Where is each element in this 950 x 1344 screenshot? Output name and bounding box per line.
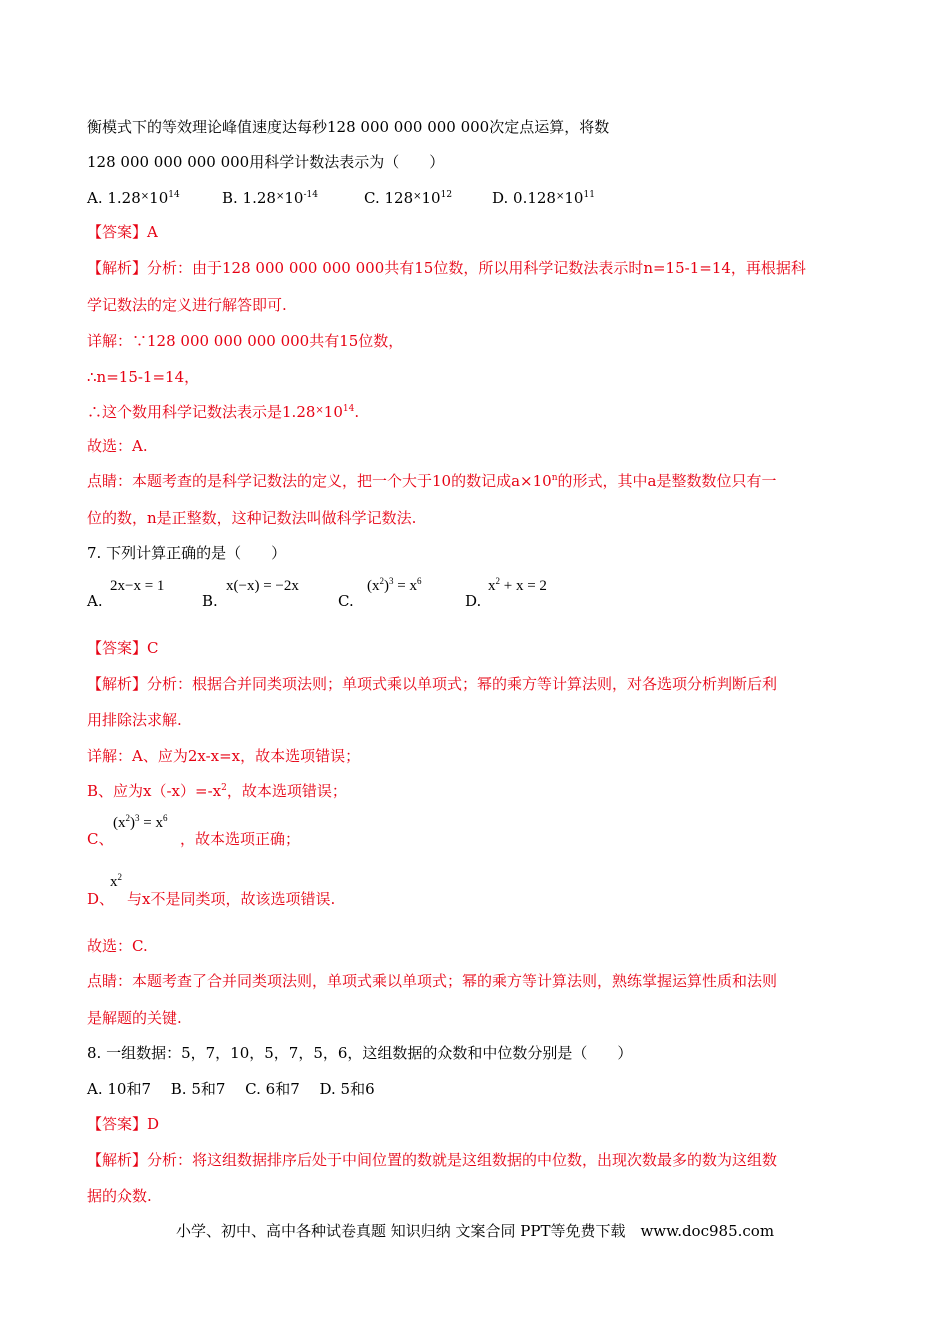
q6-stem-line-2: 128 000 000 000 000用科学计数法表示为（ ） (87, 153, 445, 171)
q7-option-c-label: C. (338, 592, 354, 610)
q6-option-c: C. $128^\times 10^{12}$ (364, 189, 453, 207)
q6-option-d: D. $0.128^\times 10^{11}$ (492, 189, 595, 207)
q7-option-b-expr: x(−x) = −2x (226, 578, 299, 594)
q7-option-d-expr: $x^2 + x = 2$ (488, 576, 547, 594)
q6-answer: 【答案】A (87, 223, 158, 241)
q8-analysis-line-2: 据的众数. (87, 1187, 152, 1205)
q7-detail-d-label: D、 (87, 890, 115, 908)
q6-analysis-line-1: 【解析】分析：由于128 000 000 000 000共有15位数，所以用科学记数法表示时n=15-1=14，再根据科 (87, 259, 806, 277)
q6-detail-line-1: 详解：∵128 000 000 000 000共有15位数， (87, 332, 404, 350)
q7-option-a-label: A. (87, 592, 103, 610)
q8-stem: 8. 一组数据：5，7，10，5，7，5，6，这组数据的众数和中位数分别是（ ） (87, 1044, 633, 1062)
q8-analysis-line-1: 【解析】分析：将这组数据排序后处于中间位置的数就是这组数据的中位数，出现次数最多的数为这组数 (87, 1151, 778, 1169)
q8-options: A. 10和7 B. 5和7 C. 6和7 D. 5和6 (87, 1080, 375, 1098)
q7-comment-line-1: 点睛：本题考查了合并同类项法则，单项式乘以单项式；幂的乘方等计算法则，熟练掌握运算性质和法则 (87, 972, 778, 990)
q6-comment-line-2: 位的数，n是正整数，这种记数法叫做科学记数法. (87, 509, 417, 527)
q6-detail-line-2: ∴n=15-1=14， (87, 368, 200, 386)
q7-option-d-label: D. (465, 592, 482, 610)
q6-options (87, 186, 595, 209)
q7-analysis-line-2: 用排除法求解. (87, 711, 182, 729)
q7-detail-b: B、应为$x(-x)=-x^2$，故本选项错误； (87, 782, 347, 800)
q6-analysis-line-2: 学记数法的定义进行解答即可. (87, 296, 287, 314)
q6-detail-line-3: ∴这个数用科学记数法表示是$1.28^\times 10^{14}$. (87, 403, 360, 421)
q7-option-c-expr: $(x^2)^3 = x^6$ (367, 576, 422, 594)
q6-choose: 故选：A. (87, 437, 148, 455)
q6-option-b: B. $1.28^\times 10^{-14}$ (222, 189, 318, 207)
q7-option-b-label: B. (202, 592, 218, 610)
q6-comment-line-1: 点睛：本题考查的是科学记数法的定义，把一个大于10的数记成$a\times 10^n$的形式，其中a是整数数位只有一 (87, 472, 777, 490)
q6-option-a: A. $1.28^\times 10^{14}$ (87, 189, 180, 207)
q7-option-a-expr: 2x−x = 1 (110, 578, 165, 594)
q7-detail-c-tail: ，故本选项正确； (180, 830, 301, 848)
q7-answer: 【答案】C (87, 639, 159, 657)
q7-detail-d-expr: $x^2$ (110, 872, 122, 890)
q6-stem-line-1: 衡模式下的等效理论峰值速度达每秒128 000 000 000 000次定点运算，将数 (87, 118, 610, 136)
q7-analysis-line-1: 【解析】分析：根据合并同类项法则；单项式乘以单项式；幂的乘方等计算法则，对各选项分析判断后利 (87, 675, 778, 693)
q8-answer: 【答案】D (87, 1115, 160, 1133)
q7-detail-c-label: C、 (87, 830, 114, 848)
q7-choose: 故选：C. (87, 937, 148, 955)
q7-detail-d-tail: 与x不是同类项，故该选项错误. (127, 890, 336, 908)
page-footer: 小学、初中、高中各种试卷真题 知识归纳 文案合同 PPT等免费下载 www.doc985.com (175, 1222, 775, 1240)
q7-comment-line-2: 是解题的关键. (87, 1009, 182, 1027)
q7-stem: 7. 下列计算正确的是（ ） (87, 544, 287, 562)
q7-detail-c-expr: $(x^2)^3 = x^6$ (113, 813, 168, 831)
q7-detail-a: 详解：A、应为2x-x=x，故本选项错误； (87, 747, 361, 765)
